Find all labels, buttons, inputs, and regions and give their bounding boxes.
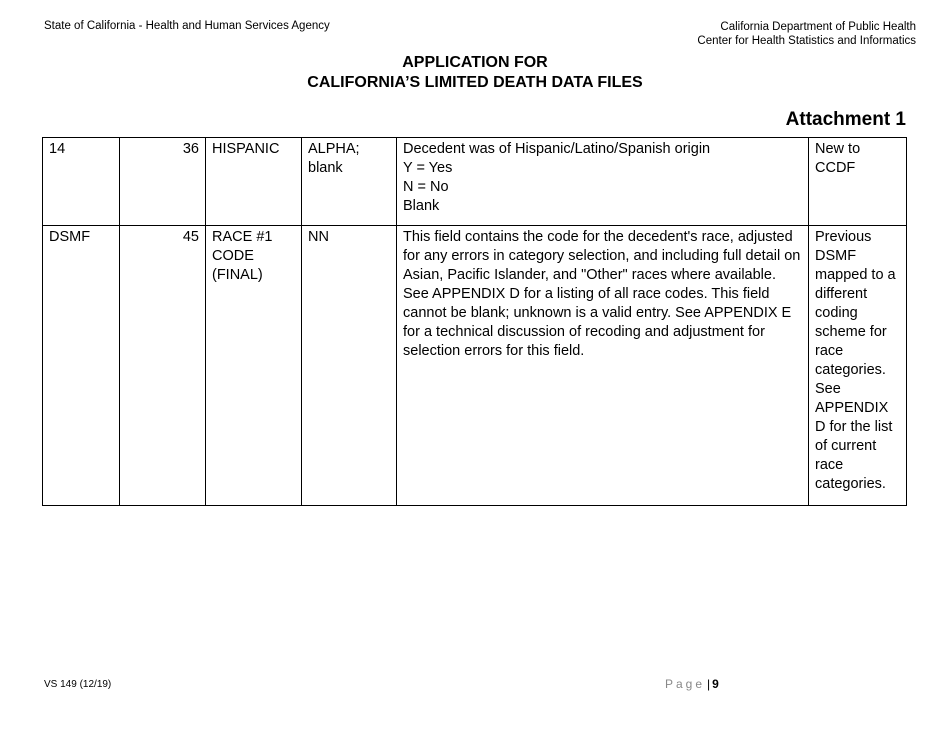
- description-line: Y = Yes: [403, 160, 453, 176]
- page-number: 9: [712, 677, 719, 691]
- position-cell: 45: [120, 226, 206, 506]
- position-cell: 36: [120, 138, 206, 226]
- source-cell: 14: [43, 138, 120, 226]
- page-separator: |: [707, 677, 711, 691]
- department-header: [697, 20, 916, 48]
- department-name: California Department of Public Health: [720, 21, 916, 33]
- page-label: Page: [665, 677, 706, 691]
- type-cell: NN: [302, 226, 397, 506]
- description-line: Decedent was of Hispanic/Latino/Spanish origin: [403, 141, 711, 157]
- notes-cell: New to CCDF: [809, 138, 907, 226]
- center-name: Center for Health Statistics and Informatics: [697, 35, 916, 47]
- attachment-label: Attachment 1: [785, 109, 906, 130]
- form-id: VS 149 (12/19): [44, 679, 112, 690]
- table-row: [43, 138, 907, 226]
- field-spec-table: [42, 137, 907, 506]
- title-line-1: APPLICATION FOR: [402, 54, 548, 71]
- description-cell: [397, 138, 809, 226]
- type-cell: ALPHA; blank: [302, 138, 397, 226]
- title-line-2: CALIFORNIA’S LIMITED DEATH DATA FILES: [307, 74, 643, 91]
- field-name-cell: HISPANIC: [206, 138, 302, 226]
- source-cell: DSMF: [43, 226, 120, 506]
- notes-cell: Previous DSMF mapped to a different coding scheme for race categories. See APPENDIX D for the list of current race categories.: [809, 226, 907, 506]
- document-title: [0, 53, 950, 93]
- description-cell: This field contains the code for the decedent's race, adjusted for any errors in category selection, and including full detail on Asian, Pacific Islander, and "Other" races where available. See APPENDIX D for a listing of all race codes. This field cannot be blank; unknown is a valid entry. See APPENDIX E for a technical discussion of recoding and adjustment for selection errors for this field.: [397, 226, 809, 506]
- description-line: Blank: [403, 198, 440, 214]
- page-indicator: [665, 677, 719, 691]
- field-name-cell: RACE #1 CODE (FINAL): [206, 226, 302, 506]
- agency-header: State of California - Health and Human Services Agency: [44, 20, 330, 32]
- description-line: N = No: [403, 179, 449, 195]
- table-row: [43, 226, 907, 506]
